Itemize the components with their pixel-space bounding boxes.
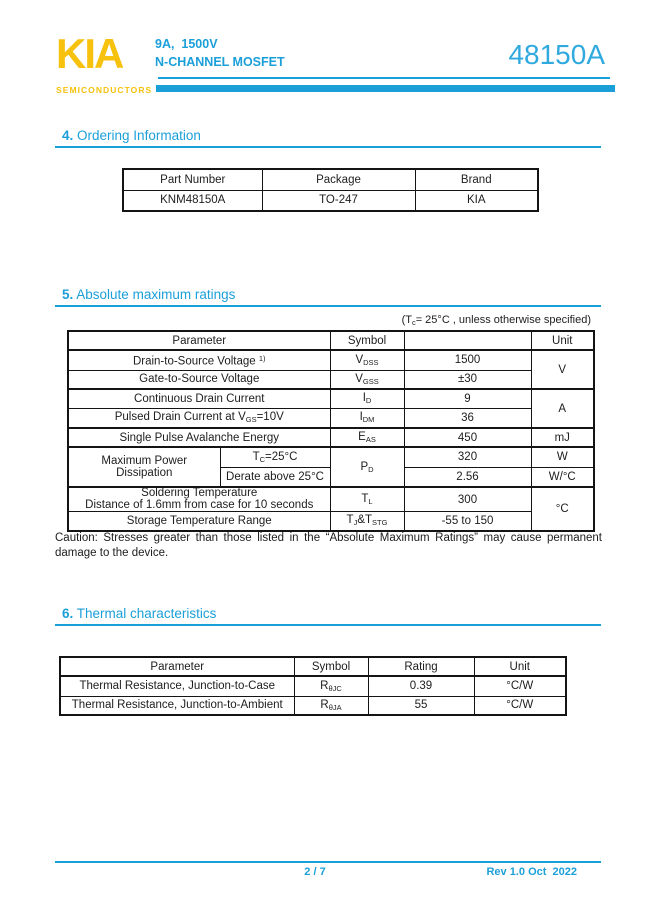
section-rule-abs-max: [55, 305, 601, 307]
ordering-table: [122, 168, 539, 212]
header-accent-bar: [156, 85, 615, 92]
caution-note: Caution: Stresses greater than those listed in the “Absolute Maximum Ratings” may cause permanent damage to the device.: [55, 532, 602, 559]
thermal-header-row: [60, 657, 566, 676]
section-rule-thermal: [55, 624, 601, 626]
rating-cell: 2.56: [404, 467, 531, 487]
section-heading-thermal: [62, 606, 216, 622]
unit-cell: W: [531, 447, 594, 467]
symbol-cell: $V_{GSS}$: [330, 370, 404, 389]
condition-note: ($T_c= 25^\circ C$ , unless otherwise specified): [401, 314, 591, 327]
symbol-cell: $I_D$: [330, 389, 404, 408]
parameter-cell: Storage Temperature Range: [68, 512, 330, 531]
col-header-parameter: Parameter: [60, 657, 294, 676]
ordering-data-row: [123, 190, 538, 211]
parameter-cell: Soldering Temperature Distance of 1.6mm from case for 10 seconds: [68, 487, 330, 512]
kia-logo: KIA: [56, 30, 123, 77]
unit-cell: °C/W: [474, 676, 566, 696]
row-idm: [68, 408, 594, 428]
unit-cell: A: [531, 389, 594, 428]
symbol-cell: $P_D$: [330, 447, 404, 487]
parameter-cell: Maximum Power Dissipation: [68, 447, 220, 487]
row-tl: [68, 487, 594, 512]
col-header-rating: Rating: [368, 657, 474, 676]
rating-cell: 300: [404, 487, 531, 512]
part-number-cell: KNM48150A: [123, 190, 262, 211]
rating-cell: 320: [404, 447, 531, 467]
ordering-header-row: [123, 169, 538, 190]
col-header-part-number: Part Number: [123, 169, 262, 190]
section-number: 6.: [62, 606, 74, 621]
revision-label: Rev 1.0 Oct 2022: [486, 866, 577, 878]
section-number: 5.: [62, 287, 74, 302]
col-header-unit: Unit: [531, 331, 594, 350]
rating-cell: 55: [368, 696, 474, 715]
rating-cell: 1500: [404, 350, 531, 370]
unit-cell: mJ: [531, 428, 594, 447]
part-number-title: 48150A: [508, 39, 605, 70]
brand-cell: KIA: [415, 190, 538, 211]
col-header-symbol: Symbol: [330, 331, 404, 350]
rating-cell: 9: [404, 389, 531, 408]
rating-cell: 36: [404, 408, 531, 428]
device-rating-line: 9A, 1500V: [155, 37, 218, 51]
parameter-cell: Thermal Resistance, Junction-to-Case: [60, 676, 294, 696]
semiconductors-label: SEMICONDUCTORS: [56, 85, 153, 95]
symbol-cell: $R_{\theta JA}$: [294, 696, 368, 715]
section-title: Ordering Information: [77, 128, 201, 143]
section-title: Absolute maximum ratings: [76, 287, 236, 302]
unit-cell: °C: [531, 487, 594, 531]
row-vdss: [68, 350, 594, 370]
col-header-package: Package: [262, 169, 415, 190]
unit-cell: °C/W: [474, 696, 566, 715]
row-eas: [68, 428, 594, 447]
parameter-cell: Pulsed Drain Current at $V_{GS}=10V$: [68, 408, 330, 428]
parameter-cell: Thermal Resistance, Junction-to-Ambient: [60, 696, 294, 715]
absolute-maximum-ratings-table: [67, 330, 595, 532]
rating-cell: 450: [404, 428, 531, 447]
parameter-cell: Gate-to-Source Voltage: [68, 370, 330, 389]
symbol-cell: $E_{AS}$: [330, 428, 404, 447]
row-tstg: [68, 512, 594, 531]
condition-cell: $T_C=25^\circ C$: [220, 447, 330, 467]
symbol-cell: $T_J\&T_{STG}$: [330, 512, 404, 531]
device-type-line: N-CHANNEL MOSFET: [155, 55, 285, 69]
section-heading-ordering: [62, 128, 201, 144]
row-id: [68, 389, 594, 408]
symbol-cell: $T_L$: [330, 487, 404, 512]
section-number: 4.: [62, 128, 74, 143]
row-pd-tc25: [68, 447, 594, 467]
section-title: Thermal characteristics: [76, 606, 217, 621]
footer-rule: [55, 861, 601, 863]
page-indicator: 2 / 7: [304, 866, 326, 878]
package-cell: TO-247: [262, 190, 415, 211]
rating-cell: 0.39: [368, 676, 474, 696]
row-vgss: [68, 370, 594, 389]
col-header-unit: Unit: [474, 657, 566, 676]
row-rthjc: [60, 676, 566, 696]
parameter-cell: Single Pulse Avalanche Energy: [68, 428, 330, 447]
section-heading-abs-max: [62, 287, 235, 303]
col-header-brand: Brand: [415, 169, 538, 190]
footnote-ref: 1): [258, 353, 266, 363]
col-header-rating: [404, 331, 531, 350]
condition-cell: Derate above 25°C: [220, 467, 330, 487]
symbol-cell: $V_{DSS}$: [330, 350, 404, 370]
abs-header-row: [68, 331, 594, 350]
symbol-cell: $R_{\theta JC}$: [294, 676, 368, 696]
parameter-cell: Drain-to-Source Voltage $^{1)}$: [68, 350, 330, 370]
col-header-parameter: Parameter: [68, 331, 330, 350]
thermal-characteristics-table: [59, 656, 567, 716]
section-rule-ordering: [55, 146, 601, 148]
row-rthja: [60, 696, 566, 715]
rating-cell: -55 to 150: [404, 512, 531, 531]
parameter-cell: Continuous Drain Current: [68, 389, 330, 408]
unit-cell: W/°C: [531, 467, 594, 487]
header-thin-rule: [158, 77, 610, 79]
col-header-symbol: Symbol: [294, 657, 368, 676]
unit-cell: V: [531, 350, 594, 389]
rating-cell: ±30: [404, 370, 531, 389]
symbol-cell: $I_{DM}$: [330, 408, 404, 428]
